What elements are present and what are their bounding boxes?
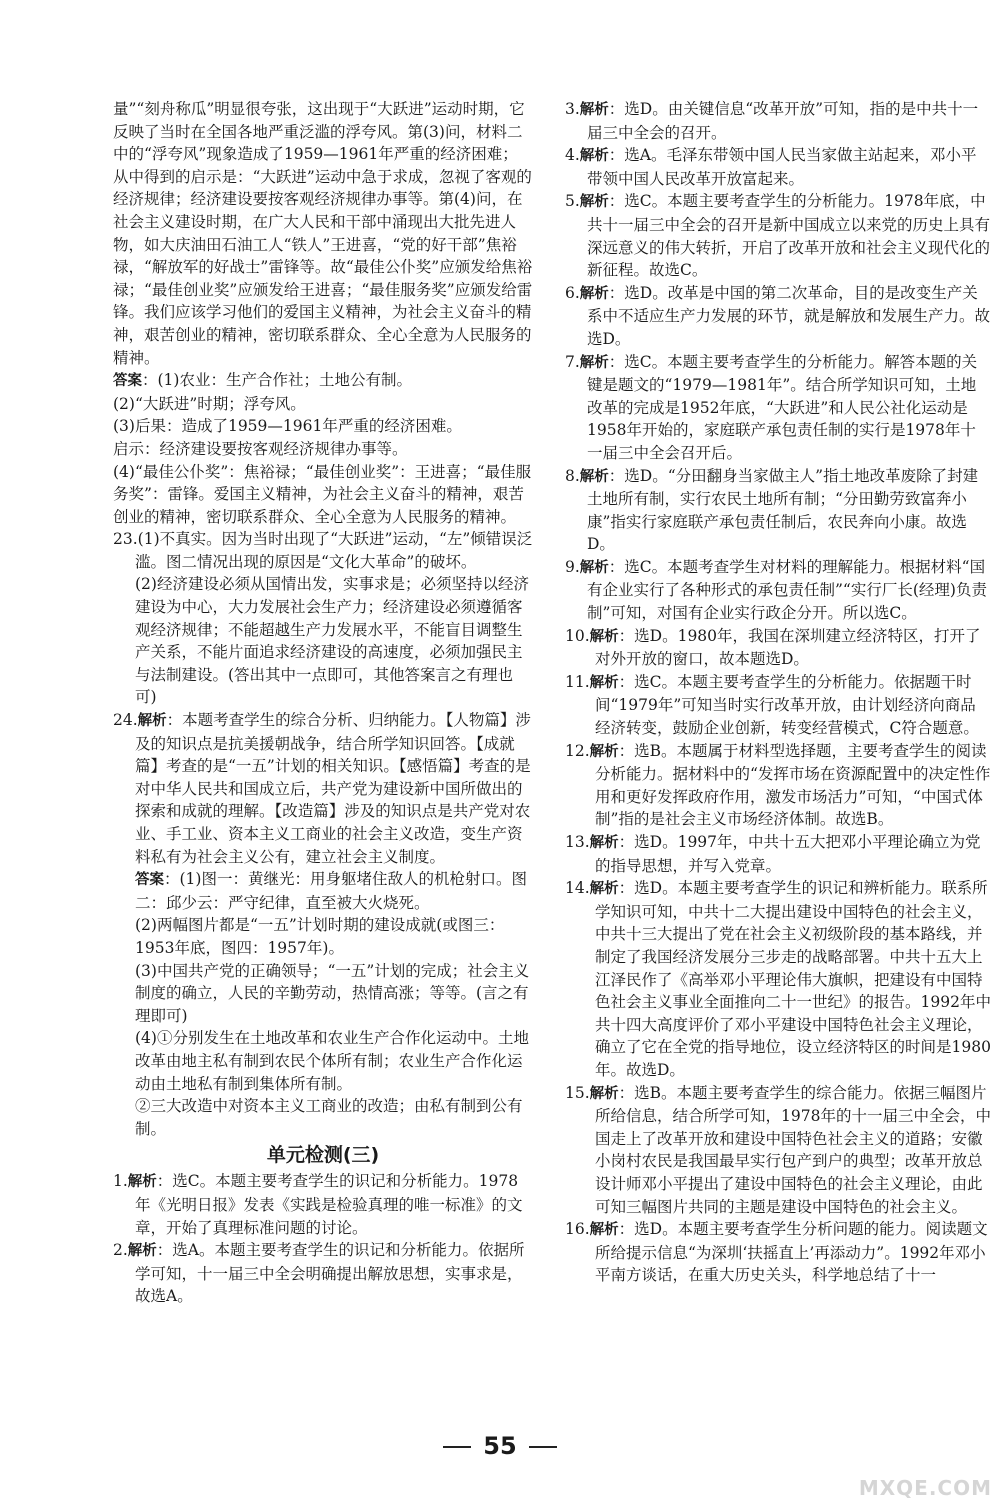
watermark-logo <box>842 1460 992 1500</box>
test-item: 16.解析：选D。本题主要考查学生分析问题的能力。阅读题文所给提示信息“为深圳‘扶摇直上’再添动力”。1992年邓小平南方谈话，在重大历史关头，科学地总结了十一 <box>565 1220 988 1285</box>
right-column <box>565 98 991 1287</box>
left-column <box>113 98 533 1308</box>
test-item: 7.解析：选C。本题主要考查学生的分析能力。解答本题的关键是题文的“1979—1981年”。结合所学知识可知，土地改革的完成是1952年底，“大跃进”和人民公社化运动是1958年开始的，家庭联产承包责任制的实行是1978年十一届三中全会召开后。 <box>565 352 978 462</box>
answer-22-part1: 答案：(1)农业：生产合作社；土地公有制。 <box>113 371 412 390</box>
question-23-part2: (2)经济建设必须从国情出发，实事求是；必须坚持以经济建设为中心，大力发展社会生产力；经济建设必须遵循客观经济规律；不能超越生产力发展水平，不能盲目调整生产关系，不能片面追求经济建设的高速度，必须加强民主与法制建设。(答出其中一点即可，其他答案言之有理也可) <box>135 575 529 707</box>
test-item: 13.解析：选D。1997年，中共十五大把邓小平理论确立为党的指导思想，并写入党章。 <box>565 833 981 875</box>
test-item-1: 1.解析：选C。本题主要考查学生的识记和分析能力。1978年《光明日报》发表《实践是检验真理的唯一标准》的文章，开始了真理标准问题的讨论。 <box>113 1172 523 1237</box>
dash-right <box>529 1446 557 1448</box>
answer-label: 答案 <box>113 373 142 390</box>
test-item-2: 2.解析：选A。本题主要考查学生的识记和分析能力。依据所学可知，十一届三中全会明确提出解放思想，实事求是，故选A。 <box>113 1241 525 1306</box>
answer-22-part2: (2)“大跃进”时期；浮夸风。 <box>113 394 306 413</box>
test-item: 5.解析：选C。本题主要考查学生的分析能力。1978年底，中共十一届三中全会的召开是新中国成立以来党的历史上具有深远意义的伟大转折，开启了改革开放和社会主义现代化的新征程。故选C。 <box>565 192 991 280</box>
margin-mark <box>12 70 18 100</box>
test-item: 6.解析：选D。改革是中国的第二次革命，目的是改变生产关系中不适应生产力发展的环节，就是解放和发展生产力。故选D。 <box>565 283 991 348</box>
test-item: 9.解析：选C。本题考查学生对材料的理解能力。根据材料“国有企业实行了各种形式的承包责任制”“实行厂长(经理)负责制”可知，对国有企业实行政企分开。所以选C。 <box>565 557 987 623</box>
question-24-answer5: ②三大改造中对资本主义工商业的改造；由私有制到公有制。 <box>135 1097 523 1138</box>
question-24-answer4: (4)①分别发生在土地改革和农业生产合作化运动中。土地改革由地主私有制到农民个体所有制；农业生产合作化运动由土地私有制到集体所有制。 <box>135 1029 529 1093</box>
question-24-answer1: 答案：(1)图一：黄继光：用身躯堵住敌人的机枪射口。图二：邱少云：严守纪律，直至被大火烧死。 <box>135 870 527 912</box>
test-item: 12.解析：选B。本题属于材料型选择题，主要考查学生的阅读分析能力。据材料中的“发挥市场在资源配置中的决定性作用和更好发挥政府作用，激发市场活力”可知，“中国式体制”指的是社会主义市场经济体制。故选B。 <box>565 741 991 829</box>
page-number: 55 <box>0 1432 1000 1460</box>
dash-left <box>443 1446 471 1448</box>
question-24-answer2: (2)两幅图片都是“一五”计划时期的建设成就(或图三：1953年底，图四：1957年)。 <box>135 916 505 957</box>
test-item: 3.解析：选D。由关键信息“改革开放”可知，指的是中共十一届三中全会的召开。 <box>565 100 979 142</box>
test-item: 8.解析：选D。“分田翻身当家做主人”指土地改革废除了封建土地所有制，实行农民土地所有制；“分田勤劳致富奔小康”指实行家庭联产承包责任制后，农民奔向小康。故选D。 <box>565 466 979 554</box>
question-23: 23.(1)不真实。因为当时出现了“大跃进”运动，“左”倾错误泛滥。图二情况出现的原因是“文化大革命”的破坏。 <box>113 530 533 571</box>
section-title: 单元检测(三) <box>266 1144 380 1167</box>
test-item: 4.解析：选A。毛泽东带领中国人民当家做主站起来，邓小平带领中国人民改革开放富起来。 <box>565 146 977 188</box>
analysis-continued: 量”“刻舟称瓜”明显很夸张，这出现于“大跃进”运动时期，它反映了当时在全国各地严重泛滥的浮夸风。第(3)问，材料二中的“浮夸风”现象造成了1959—1961年严重的经济困难；从中得到的启示是：“大跃进”运动中急于求成，忽视了客观的经济规律；经济建设要按客观经济规律办事等。第(4)问，在社会主义建设时期，在广大人民和干部中涌现出大批先进人物，如大庆油田石油工人“铁人”王进喜，“党的好干部”焦裕禄，“解放军的好战士”雷锋等。故“最佳公仆奖”应颁发给焦裕禄；“最佳创业奖”应颁发给王进喜；“最佳服务奖”应颁发给雷锋。我们应该学习他们的爱国主义精神，为社会主义奋斗的精神，艰苦创业的精神，密切联系群众、全心全意为人民服务的精神。 <box>113 100 533 367</box>
question-24-answer3: (3)中国共产党的正确领导；“一五”计划的完成；社会主义制度的确立，人民的辛勤劳动，热情高涨；等等。(言之有理即可) <box>135 961 530 1025</box>
test-item: 10.解析：选D。1980年，我国在深圳建立经济特区，打开了对外开放的窗口，故本题选D。 <box>565 626 981 669</box>
answer-22-part4: (4)“最佳公仆奖”：焦裕禄；“最佳创业奖”：王进喜；“最佳服务奖”：雷锋。爱国主义精神，为社会主义奋斗的精神，艰苦创业的精神，密切联系群众、全心全意为人民服务的精神。 <box>113 462 532 526</box>
question-24: 24.解析：本题考查学生的综合分析、归纳能力。【人物篇】涉及的知识点是抗美援朝战争，结合所学知识回答。【成就篇】考查的是“一五”计划的相关知识。【感悟篇】考查的是对中华人民共和国成立后，共产党为建设新中国所做出的探索和成就的理解。【改造篇】涉及的知识点是共产党对农业、手工业、资本主义工商业的社会主义改造，变生产资料私有为社会主义公有，建立社会主义制度。 <box>113 711 531 866</box>
answer-22-part3b: 启示：经济建设要按客观经济规律办事等。 <box>113 439 408 458</box>
watermark-text: MXQE.COM <box>858 1476 992 1500</box>
test-item: 15.解析：选B。本题主要考查学生的综合能力。依据三幅图片所给信息，结合所学可知，1978年的十一届三中全会，中国走上了改革开放和建设中国特色社会主义的道路；安徽小岗村农民是我国最早实行包产到户的典型；改革开放总设计师邓小平提出了建设中国特色的社会主义理论，由此可知三幅图片共同的主题是建设中国特色的社会主义。 <box>565 1083 991 1216</box>
test-item: 11.解析：选C。本题主要考查学生的分析能力。依据题干时间“1979年”可知当时实行改革开放，由计划经济向商品经济转变，鼓励企业创新，转变经营模式，C符合题意。 <box>565 672 979 738</box>
test-item: 14.解析：选D。本题主要考查学生的识记和辨析能力。联系所学知识可知，中共十二大提出建设中国特色的社会主义，中共十三大提出了党在社会主义初级阶段的基本路线，并制定了我国经济发展分三步走的战略部署。中共十五大上江泽民作了《高举邓小平理论伟大旗帜，把建设有中国特色社会主义事业全面推向二十一世纪》的报告。1992年中共十四大高度评价了邓小平建设中国特色社会主义理论，确立了它在全党的指导地位，设立经济特区的时间是1980年。故选D。 <box>565 879 991 1079</box>
answer-22-part3: (3)后果：造成了1959—1961年严重的经济困难。 <box>113 417 462 436</box>
